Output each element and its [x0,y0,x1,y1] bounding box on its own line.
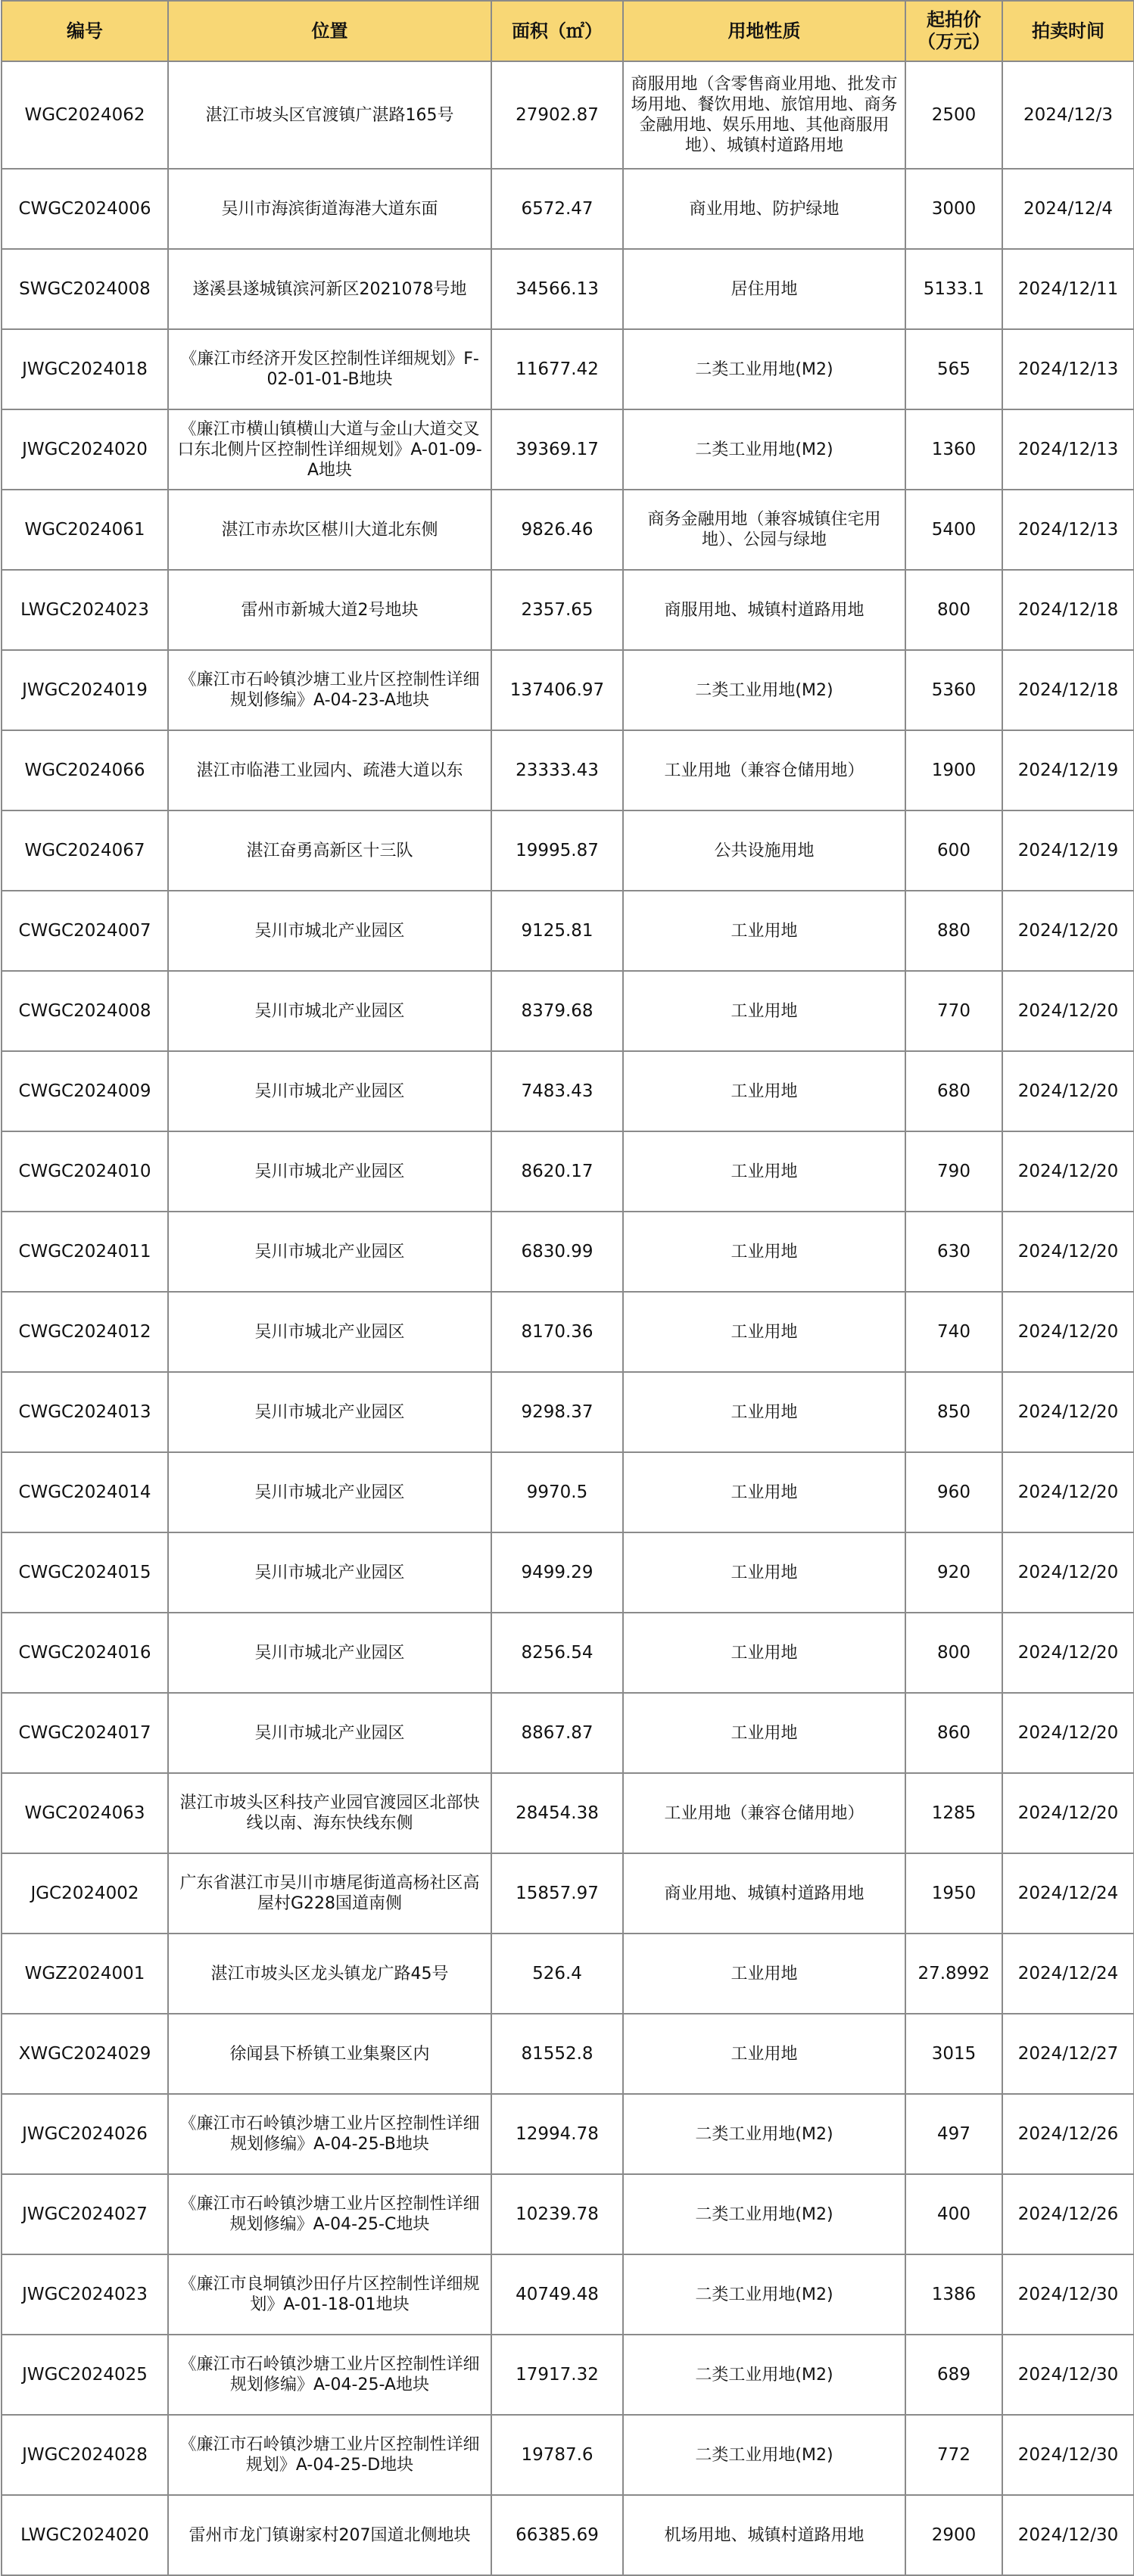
location-cell: 吴川市城北产业园区 [168,1212,491,1292]
location-cell: 遂溪县遂城镇滨河新区2021078号地 [168,249,491,329]
start-price-cell: 772 [905,2415,1002,2495]
area-cell: 526.4 [491,1934,623,2014]
table-row [2,2014,1134,2094]
area-cell: 9125.81 [491,891,623,971]
land-use-cell: 商服用地（含零售商业用地、批发市场用地、餐饮用地、旅馆用地、商务金融用地、娱乐用地、其他商服用地）、城镇村道路用地 [623,61,905,169]
land-use-cell: 二类工业用地(M2) [623,2254,905,2335]
land-use-cell: 工业用地（兼容仓储用地） [623,730,905,810]
lot-id-cell: CWGC2024015 [2,1532,168,1613]
table-row [2,1452,1134,1532]
area-cell: 6572.47 [491,169,623,249]
area-cell: 8867.87 [491,1693,623,1773]
area-cell: 137406.97 [491,650,623,730]
start-price-cell: 1900 [905,730,1002,810]
lot-id-cell: JGC2024002 [2,1853,168,1934]
area-cell: 39369.17 [491,409,623,490]
auction-date-cell: 2024/12/20 [1002,891,1134,971]
lot-id-cell: CWGC2024006 [2,169,168,249]
start-price-cell: 880 [905,891,1002,971]
table-row [2,2174,1134,2254]
location-cell: 吴川市城北产业园区 [168,1131,491,1212]
header-location: 位置 [168,1,491,61]
area-cell: 12994.78 [491,2094,623,2174]
header-auction-date: 拍卖时间 [1002,1,1134,61]
lot-id-cell: XWGC2024029 [2,2014,168,2094]
table-row [2,490,1134,570]
lot-id-cell: CWGC2024009 [2,1051,168,1131]
auction-date-cell: 2024/12/4 [1002,169,1134,249]
table-row [2,2335,1134,2415]
auction-date-cell: 2024/12/20 [1002,1372,1134,1452]
area-cell: 17917.32 [491,2335,623,2415]
location-cell: 广东省湛江市吴川市塘尾街道高杨社区高屋村G228国道南侧 [168,1853,491,1934]
location-cell: 湛江市赤坎区椹川大道北东侧 [168,490,491,570]
area-cell: 7483.43 [491,1051,623,1131]
table-row [2,249,1134,329]
auction-date-cell: 2024/12/24 [1002,1853,1134,1934]
auction-date-cell: 2024/12/18 [1002,650,1134,730]
area-cell: 6830.99 [491,1212,623,1292]
location-cell: 《廉江市经济开发区控制性详细规划》F-02-01-01-B地块 [168,329,491,409]
land-use-cell: 工业用地 [623,1051,905,1131]
location-cell: 吴川市城北产业园区 [168,1452,491,1532]
lot-id-cell: JWGC2024019 [2,650,168,730]
lot-id-cell: WGC2024062 [2,61,168,169]
auction-date-cell: 2024/12/18 [1002,570,1134,650]
auction-date-cell: 2024/12/24 [1002,1934,1134,2014]
header-lot-id: 编号 [2,1,168,61]
auction-date-cell: 2024/12/30 [1002,2495,1134,2575]
land-use-cell: 工业用地 [623,1131,905,1212]
land-use-cell: 二类工业用地(M2) [623,409,905,490]
land-use-cell: 二类工业用地(M2) [623,2335,905,2415]
land-use-cell: 二类工业用地(M2) [623,2415,905,2495]
header-land-use: 用地性质 [623,1,905,61]
area-cell: 27902.87 [491,61,623,169]
location-cell: 《廉江市石岭镇沙塘工业片区控制性详细规划修编》A-04-25-B地块 [168,2094,491,2174]
lot-id-cell: CWGC2024011 [2,1212,168,1292]
table-row [2,1212,1134,1292]
location-cell: 吴川市城北产业园区 [168,891,491,971]
lot-id-cell: JWGC2024018 [2,329,168,409]
lot-id-cell: LWGC2024023 [2,570,168,650]
lot-id-cell: CWGC2024012 [2,1292,168,1372]
header-area: 面积（㎡） [491,1,623,61]
area-cell: 66385.69 [491,2495,623,2575]
table-row [2,650,1134,730]
land-use-cell: 二类工业用地(M2) [623,650,905,730]
start-price-cell: 1950 [905,1853,1002,1934]
area-cell: 34566.13 [491,249,623,329]
area-cell: 9499.29 [491,1532,623,1613]
land-use-cell: 工业用地 [623,1452,905,1532]
lot-id-cell: LWGC2024020 [2,2495,168,2575]
land-use-cell: 工业用地 [623,1212,905,1292]
area-cell: 15857.97 [491,1853,623,1934]
start-price-cell: 630 [905,1212,1002,1292]
table-row [2,1853,1134,1934]
lot-id-cell: SWGC2024008 [2,249,168,329]
land-use-cell: 工业用地 [623,971,905,1051]
start-price-cell: 497 [905,2094,1002,2174]
location-cell: 湛江市临港工业园内、疏港大道以东 [168,730,491,810]
land-use-cell: 居住用地 [623,249,905,329]
lot-id-cell: WGC2024067 [2,810,168,891]
start-price-cell: 3015 [905,2014,1002,2094]
location-cell: 雷州市龙门镇谢家村207国道北侧地块 [168,2495,491,2575]
lot-id-cell: CWGC2024007 [2,891,168,971]
auction-date-cell: 2024/12/11 [1002,249,1134,329]
area-cell: 9298.37 [491,1372,623,1452]
auction-date-cell: 2024/12/20 [1002,1613,1134,1693]
lot-id-cell: JWGC2024027 [2,2174,168,2254]
area-cell: 8256.54 [491,1613,623,1693]
table-row [2,1532,1134,1613]
auction-date-cell: 2024/12/20 [1002,1051,1134,1131]
auction-date-cell: 2024/12/13 [1002,409,1134,490]
land-use-cell: 机场用地、城镇村道路用地 [623,2495,905,2575]
start-price-cell: 689 [905,2335,1002,2415]
land-use-cell: 公共设施用地 [623,810,905,891]
start-price-cell: 860 [905,1693,1002,1773]
auction-date-cell: 2024/12/20 [1002,1452,1134,1532]
lot-id-cell: CWGC2024010 [2,1131,168,1212]
auction-date-cell: 2024/12/13 [1002,329,1134,409]
start-price-cell: 5360 [905,650,1002,730]
table-body [2,61,1134,2575]
land-use-cell: 工业用地 [623,1934,905,2014]
table-row [2,810,1134,891]
auction-date-cell: 2024/12/30 [1002,2415,1134,2495]
land-use-cell: 二类工业用地(M2) [623,2174,905,2254]
start-price-cell: 400 [905,2174,1002,2254]
table-row [2,2495,1134,2575]
start-price-cell: 2500 [905,61,1002,169]
location-cell: 吴川市海滨街道海港大道东面 [168,169,491,249]
start-price-cell: 800 [905,1613,1002,1693]
start-price-cell: 770 [905,971,1002,1051]
table-row [2,2254,1134,2335]
area-cell: 8170.36 [491,1292,623,1372]
start-price-cell: 1285 [905,1773,1002,1853]
area-cell: 8379.68 [491,971,623,1051]
area-cell: 40749.48 [491,2254,623,2335]
start-price-cell: 565 [905,329,1002,409]
table-row [2,1613,1134,1693]
auction-date-cell: 2024/12/20 [1002,1212,1134,1292]
land-use-cell: 工业用地 [623,1532,905,1613]
lot-id-cell: CWGC2024014 [2,1452,168,1532]
auction-date-cell: 2024/12/20 [1002,1131,1134,1212]
table-row [2,971,1134,1051]
start-price-cell: 740 [905,1292,1002,1372]
auction-date-cell: 2024/12/13 [1002,490,1134,570]
table-row [2,570,1134,650]
start-price-cell: 1386 [905,2254,1002,2335]
location-cell: 吴川市城北产业园区 [168,1292,491,1372]
land-use-cell: 工业用地 [623,1372,905,1452]
lot-id-cell: JWGC2024028 [2,2415,168,2495]
lot-id-cell: WGC2024066 [2,730,168,810]
area-cell: 23333.43 [491,730,623,810]
location-cell: 吴川市城北产业园区 [168,1693,491,1773]
location-cell: 吴川市城北产业园区 [168,1372,491,1452]
land-use-cell: 工业用地 [623,891,905,971]
location-cell: 湛江市坡头区官渡镇广湛路165号 [168,61,491,169]
land-use-cell: 工业用地 [623,1292,905,1372]
start-price-cell: 960 [905,1452,1002,1532]
table-row [2,1372,1134,1452]
table-row [2,891,1134,971]
auction-date-cell: 2024/12/26 [1002,2094,1134,2174]
lot-id-cell: WGC2024061 [2,490,168,570]
start-price-cell: 790 [905,1131,1002,1212]
land-use-cell: 商务金融用地（兼容城镇住宅用地）、公园与绿地 [623,490,905,570]
auction-date-cell: 2024/12/3 [1002,61,1134,169]
auction-date-cell: 2024/12/30 [1002,2254,1134,2335]
table-row [2,61,1134,169]
lot-id-cell: JWGC2024025 [2,2335,168,2415]
lot-id-cell: JWGC2024020 [2,409,168,490]
start-price-cell: 27.8992 [905,1934,1002,2014]
lot-id-cell: WGZ2024001 [2,1934,168,2014]
land-use-cell: 工业用地 [623,2014,905,2094]
location-cell: 吴川市城北产业园区 [168,1532,491,1613]
land-use-cell: 工业用地 [623,1613,905,1693]
land-use-cell: 二类工业用地(M2) [623,329,905,409]
land-use-cell: 工业用地（兼容仓储用地） [623,1773,905,1853]
table-row [2,1934,1134,2014]
lot-id-cell: CWGC2024008 [2,971,168,1051]
table-row [2,1131,1134,1212]
land-use-cell: 二类工业用地(M2) [623,2094,905,2174]
area-cell: 19995.87 [491,810,623,891]
table-row [2,329,1134,409]
land-use-cell: 商业用地、城镇村道路用地 [623,1853,905,1934]
table-row [2,1693,1134,1773]
start-price-cell: 800 [905,570,1002,650]
start-price-cell: 3000 [905,169,1002,249]
area-cell: 81552.8 [491,2014,623,2094]
area-cell: 28454.38 [491,1773,623,1853]
land-auction-table [1,0,1134,2576]
location-cell: 湛江市坡头区科技产业园官渡园区北部快线以南、海东快线东侧 [168,1773,491,1853]
auction-date-cell: 2024/12/20 [1002,1773,1134,1853]
lot-id-cell: CWGC2024013 [2,1372,168,1452]
table-row [2,1292,1134,1372]
location-cell: 《廉江市石岭镇沙塘工业片区控制性详细规划修编》A-04-25-A地块 [168,2335,491,2415]
location-cell: 徐闻县下桥镇工业集聚区内 [168,2014,491,2094]
table-row [2,2094,1134,2174]
land-use-cell: 商服用地、城镇村道路用地 [623,570,905,650]
start-price-cell: 1360 [905,409,1002,490]
table-row [2,409,1134,490]
lot-id-cell: CWGC2024017 [2,1693,168,1773]
start-price-cell: 600 [905,810,1002,891]
location-cell: 《廉江市良垌镇沙田仔片区控制性详细规划》A-01-18-01地块 [168,2254,491,2335]
auction-date-cell: 2024/12/26 [1002,2174,1134,2254]
land-use-cell: 商业用地、防护绿地 [623,169,905,249]
table-row [2,730,1134,810]
area-cell: 9970.5 [491,1452,623,1532]
auction-date-cell: 2024/12/27 [1002,2014,1134,2094]
table-row [2,1773,1134,1853]
location-cell: 《廉江市石岭镇沙塘工业片区控制性详细规划》A-04-25-D地块 [168,2415,491,2495]
area-cell: 10239.78 [491,2174,623,2254]
start-price-cell: 850 [905,1372,1002,1452]
start-price-cell: 2900 [905,2495,1002,2575]
lot-id-cell: JWGC2024026 [2,2094,168,2174]
location-cell: 吴川市城北产业园区 [168,1051,491,1131]
location-cell: 雷州市新城大道2号地块 [168,570,491,650]
area-cell: 8620.17 [491,1131,623,1212]
auction-date-cell: 2024/12/19 [1002,730,1134,810]
auction-date-cell: 2024/12/20 [1002,1693,1134,1773]
table-row [2,169,1134,249]
area-cell: 11677.42 [491,329,623,409]
location-cell: 吴川市城北产业园区 [168,971,491,1051]
header-start-price: 起拍价（万元） [905,1,1002,61]
location-cell: 《廉江市石岭镇沙塘工业片区控制性详细规划修编》A-04-25-C地块 [168,2174,491,2254]
auction-date-cell: 2024/12/20 [1002,1292,1134,1372]
start-price-cell: 680 [905,1051,1002,1131]
table-header-row [2,1,1134,61]
lot-id-cell: JWGC2024023 [2,2254,168,2335]
lot-id-cell: WGC2024063 [2,1773,168,1853]
area-cell: 9826.46 [491,490,623,570]
land-use-cell: 工业用地 [623,1693,905,1773]
location-cell: 湛江市坡头区龙头镇龙广路45号 [168,1934,491,2014]
start-price-cell: 5400 [905,490,1002,570]
start-price-cell: 920 [905,1532,1002,1613]
table-row [2,2415,1134,2495]
table-row [2,1051,1134,1131]
auction-date-cell: 2024/12/30 [1002,2335,1134,2415]
auction-date-cell: 2024/12/20 [1002,971,1134,1051]
location-cell: 《廉江市横山镇横山大道与金山大道交叉口东北侧片区控制性详细规划》A-01-09-A地块 [168,409,491,490]
auction-date-cell: 2024/12/19 [1002,810,1134,891]
area-cell: 19787.6 [491,2415,623,2495]
start-price-cell: 5133.1 [905,249,1002,329]
auction-date-cell: 2024/12/20 [1002,1532,1134,1613]
location-cell: 吴川市城北产业园区 [168,1613,491,1693]
area-cell: 2357.65 [491,570,623,650]
lot-id-cell: CWGC2024016 [2,1613,168,1693]
location-cell: 湛江奋勇高新区十三队 [168,810,491,891]
location-cell: 《廉江市石岭镇沙塘工业片区控制性详细规划修编》A-04-23-A地块 [168,650,491,730]
